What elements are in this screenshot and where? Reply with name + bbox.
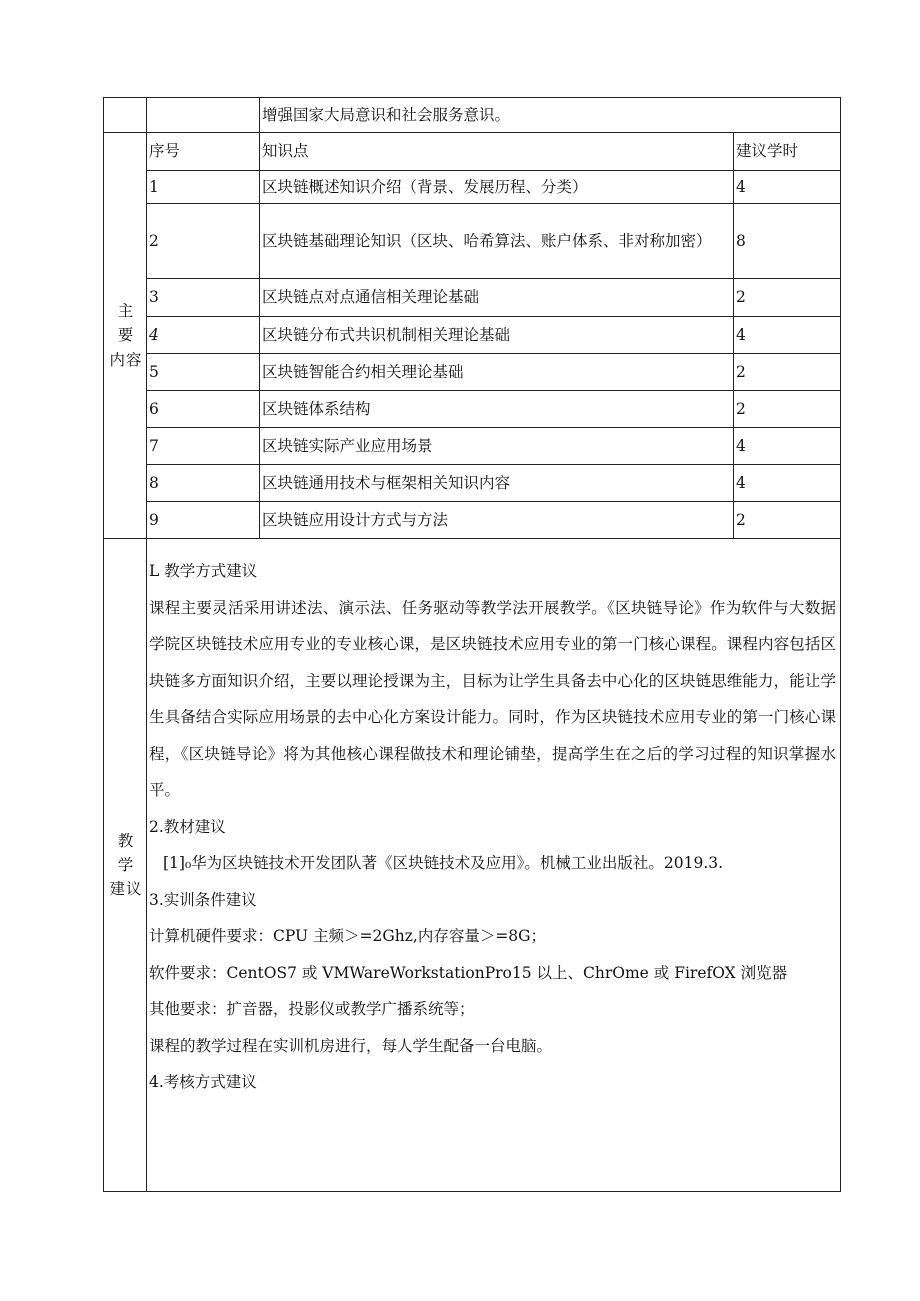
row-hours: 4 (734, 317, 841, 354)
table-row (104, 428, 841, 465)
row-index: 9 (147, 502, 260, 539)
row-hours: 4 (734, 171, 841, 204)
row-index: 3 (147, 279, 260, 317)
row-topic: 区块链概述知识介绍（背景、发展历程、分类） (260, 171, 734, 204)
training-title: 3.实训条件建议 (149, 890, 257, 909)
top-row-label-cell (104, 98, 147, 133)
table-row (104, 171, 841, 204)
table-row (104, 317, 841, 354)
method-body: 课程主要灵活采用讲述法、演示法、任务驱动等教学法开展教学。《区块链导论》作为软件与大数据学院区块链技术应用专业的专业核心课，是区块链技术应用专业的第一门核心课程。课程内容包括区块链多方面知识介绍，主要以理论授课为主，目标为让学生具备去中心化的区块链思维能力，能让学生具备结合实际应用场景的去中心化方案设计能力。同时，作为区块链技术应用专业的第一门核心课程，《区块链导论》将为其他核心课程做技术和理论铺垫，提高学生在之后的学习过程的知识掌握水平。 (149, 598, 837, 799)
textbook-reference: [1]₀华为区块链技术开发团队著《区块链技术及应用》。机械工业出版社。2019.3. (163, 854, 724, 872)
table-row (104, 465, 841, 502)
teaching-label-line2: 建议 (109, 880, 143, 898)
course-table (103, 97, 841, 1192)
row-topic: 区块链实际产业应用场景 (260, 428, 734, 465)
software-requirement: 软件要求：CentOS7 或 VMWareWorkstationPro15 以上、ChrOme 或 FirefOX 浏览器 (149, 963, 788, 982)
training-venue: 课程的教学过程在实训机房进行，每人学生配备一台电脑。 (149, 1036, 553, 1055)
textbook-title: 2.教材建议 (149, 817, 226, 836)
row-hours: 4 (734, 465, 841, 502)
row-index: 7 (147, 428, 260, 465)
table-row (104, 204, 841, 279)
top-row-index-cell (147, 98, 260, 133)
row-topic: 区块链点对点通信相关理论基础 (260, 279, 734, 317)
row-index: 4 (147, 317, 260, 354)
table-row (104, 502, 841, 539)
row-index: 6 (147, 391, 260, 428)
row-hours: 2 (734, 279, 841, 317)
hardware-requirement: 计算机硬件要求：CPU 主频＞=2Ghz,内存容量＞=8G； (149, 927, 547, 945)
row-hours: 2 (734, 502, 841, 539)
main-content-label (104, 133, 147, 539)
table-row (104, 391, 841, 428)
method-title: L 教学方式建议 (149, 562, 258, 580)
teaching-label (104, 539, 147, 1192)
table-row (104, 354, 841, 391)
row-index: 5 (147, 354, 260, 391)
other-requirement: 其他要求：扩音器，投影仪或教学广播系统等； (149, 1000, 475, 1018)
teaching-row (104, 539, 841, 1192)
row-hours: 8 (734, 204, 841, 279)
row-index: 2 (147, 204, 260, 279)
row-topic: 区块链智能合约相关理论基础 (260, 354, 734, 391)
header-hours: 建议学时 (734, 133, 841, 171)
main-content-label-line2: 内容 (109, 350, 143, 369)
top-row (104, 98, 841, 133)
table-header-row (104, 133, 841, 171)
teaching-content (147, 539, 841, 1192)
row-topic: 区块链分布式共识机制相关理论基础 (260, 317, 734, 354)
row-topic: 区块链应用设计方式与方法 (260, 502, 734, 539)
header-topic: 知识点 (260, 133, 734, 171)
top-row-text: 增强国家大局意识和社会服务意识。 (260, 98, 841, 133)
table-row (104, 279, 841, 317)
row-index: 1 (147, 171, 260, 204)
row-hours: 4 (734, 428, 841, 465)
row-index: 8 (147, 465, 260, 502)
header-index: 序号 (147, 133, 260, 171)
row-hours: 2 (734, 391, 841, 428)
assessment-title: 4.考核方式建议 (149, 1073, 257, 1091)
row-topic: 区块链体系结构 (260, 391, 734, 428)
main-content-label-line1: 主 要 (117, 302, 135, 345)
row-hours: 2 (734, 354, 841, 391)
teaching-label-line1: 教 学 (117, 831, 135, 874)
row-topic: 区块链通用技术与框架相关知识内容 (260, 465, 734, 502)
row-topic: 区块链基础理论知识（区块、哈希算法、账户体系、非对称加密） (260, 204, 734, 279)
